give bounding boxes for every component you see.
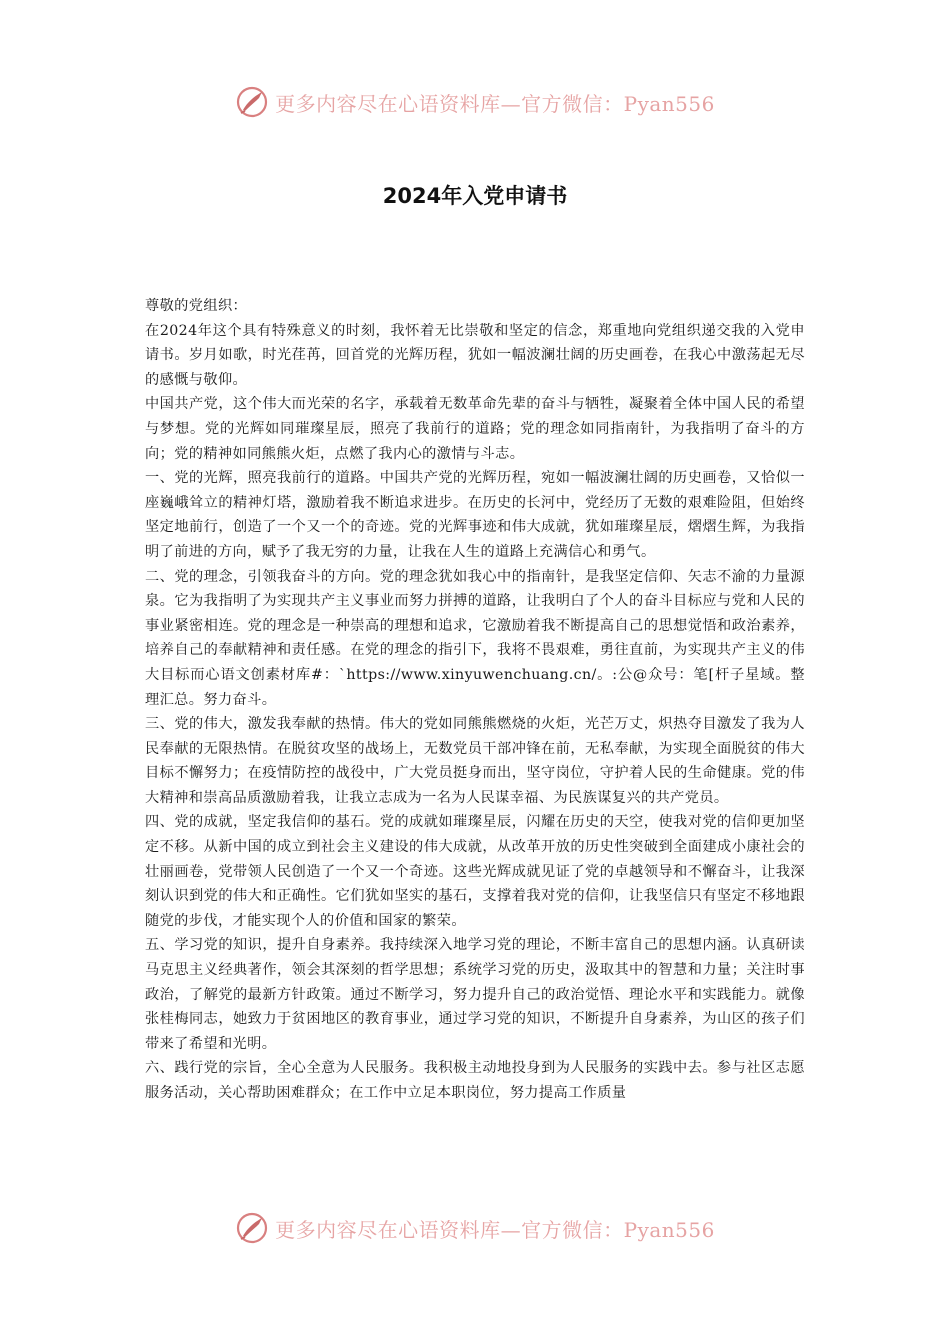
watermark-text: 更多内容尽在心语资料库—官方微信：Pyan556 <box>275 1217 715 1242</box>
paragraph: 中国共产党，这个伟大而光荣的名字，承载着无数革命先辈的奋斗与牺牲，凝聚着全体中国人民的希望与梦想。党的光辉如同璀璨星辰，照亮了我前行的道路；党的理念如同指南针，为我指明了奋斗的方向；党的精神如同熊熊火炬，点燃了我内心的激情与斗志。 <box>145 396 805 462</box>
document-body <box>145 294 805 1106</box>
paragraph: 在2024年这个具有特殊意义的时刻，我怀着无比崇敬和坚定的信念，郑重地向党组织递交我的入党申请书。岁月如歌，时光荏苒，回首党的光辉历程，犹如一幅波澜壮阔的历史画卷，在我心中激荡起无尽的感慨与敬仰。 <box>145 322 805 388</box>
header-watermark-banner <box>0 82 950 122</box>
paragraph: 一、党的光辉，照亮我前行的道路。中国共产党的光辉历程，宛如一幅波澜壮阔的历史画卷，又恰似一座巍峨耸立的精神灯塔，激励着我不断追求进步。在历史的长河中，党经历了无数的艰难险阻，但始终坚定地前行，创造了一个又一个的奇迹。党的光辉事迹和伟大成就，犹如璀璨星辰，熠熠生辉，为我指明了前进的方向，赋予了我无穷的力量，让我在人生的道路上充满信心和勇气。 <box>145 470 805 560</box>
pen-circle-logo-icon <box>235 1211 269 1245</box>
pen-circle-logo-icon <box>235 85 269 119</box>
watermark-text: 更多内容尽在心语资料库—官方微信：Pyan556 <box>275 91 715 116</box>
footer-watermark-banner <box>0 1208 950 1248</box>
paragraph: 二、党的理念，引领我奋斗的方向。党的理念犹如我心中的指南针，是我坚定信仰、矢志不渝的力量源泉。它为我指明了为实现共产主义事业而努力拼搏的道路，让我明白了个人的奋斗目标应与党和人民的事业紧密相连。党的理念是一种崇高的理想和追求，它激励着我不断提高自己的思想觉悟和政治素养，培养自己的奉献精神和责任感。在党的理念的指引下，我将不畏艰难，勇往直前，为实现共产主义的伟大目标而心语文创素材库#：`https://www.xinyuwenchuang.cn/。:公@众号：笔[杆子星域。整理汇总。努力奋斗。 <box>145 568 805 708</box>
paragraph: 四、党的成就，坚定我信仰的基石。党的成就如璀璨星辰，闪耀在历史的天空，使我对党的信仰更加坚定不移。从新中国的成立到社会主义建设的伟大成就，从改革开放的历史性突破到全面建成小康社会的壮丽画卷，党带领人民创造了一个又一个奇迹。这些光辉成就见证了党的卓越领导和不懈奋斗，让我深刻认识到党的伟大和正确性。它们犹如坚实的基石，支撑着我对党的信仰，让我坚信只有坚定不移地跟随党的步伐，才能实现个人的价值和国家的繁荣。 <box>145 814 805 929</box>
document-title: 2024年入党申请书 <box>382 184 568 208</box>
salutation: 尊敬的党组织： <box>145 298 248 314</box>
paragraph: 三、党的伟大，激发我奉献的热情。伟大的党如同熊熊燃烧的火炬，光芒万丈，炽热夺目激发了我为人民奉献的无限热情。在脱贫攻坚的战场上，无数党员干部冲锋在前，无私奉献，为实现全面脱贫的伟大目标不懈努力；在疫情防控的战役中，广大党员挺身而出，坚守岗位，守护着人民的生命健康。党的伟大精神和崇高品质激励着我，让我立志成为一名为人民谋幸福、为民族谋复兴的共产党员。 <box>145 716 805 806</box>
paragraph: 五、学习党的知识，提升自身素养。我持续深入地学习党的理论，不断丰富自己的思想内涵。认真研读马克思主义经典著作，领会其深刻的哲学思想；系统学习党的历史，汲取其中的智慧和力量；关注时事政治，了解党的最新方针政策。通过不断学习，努力提升自己的政治觉悟、理论水平和实践能力。就像张桂梅同志，她致力于贫困地区的教育事业，通过学习党的知识，不断提升自身素养，为山区的孩子们带来了希望和光明。 <box>145 937 805 1052</box>
paragraph: 六、践行党的宗旨，全心全意为人民服务。我积极主动地投身到为人民服务的实践中去。参与社区志愿服务活动，关心帮助困难群众；在工作中立足本职岗位，努力提高工作质量 <box>145 1060 805 1101</box>
